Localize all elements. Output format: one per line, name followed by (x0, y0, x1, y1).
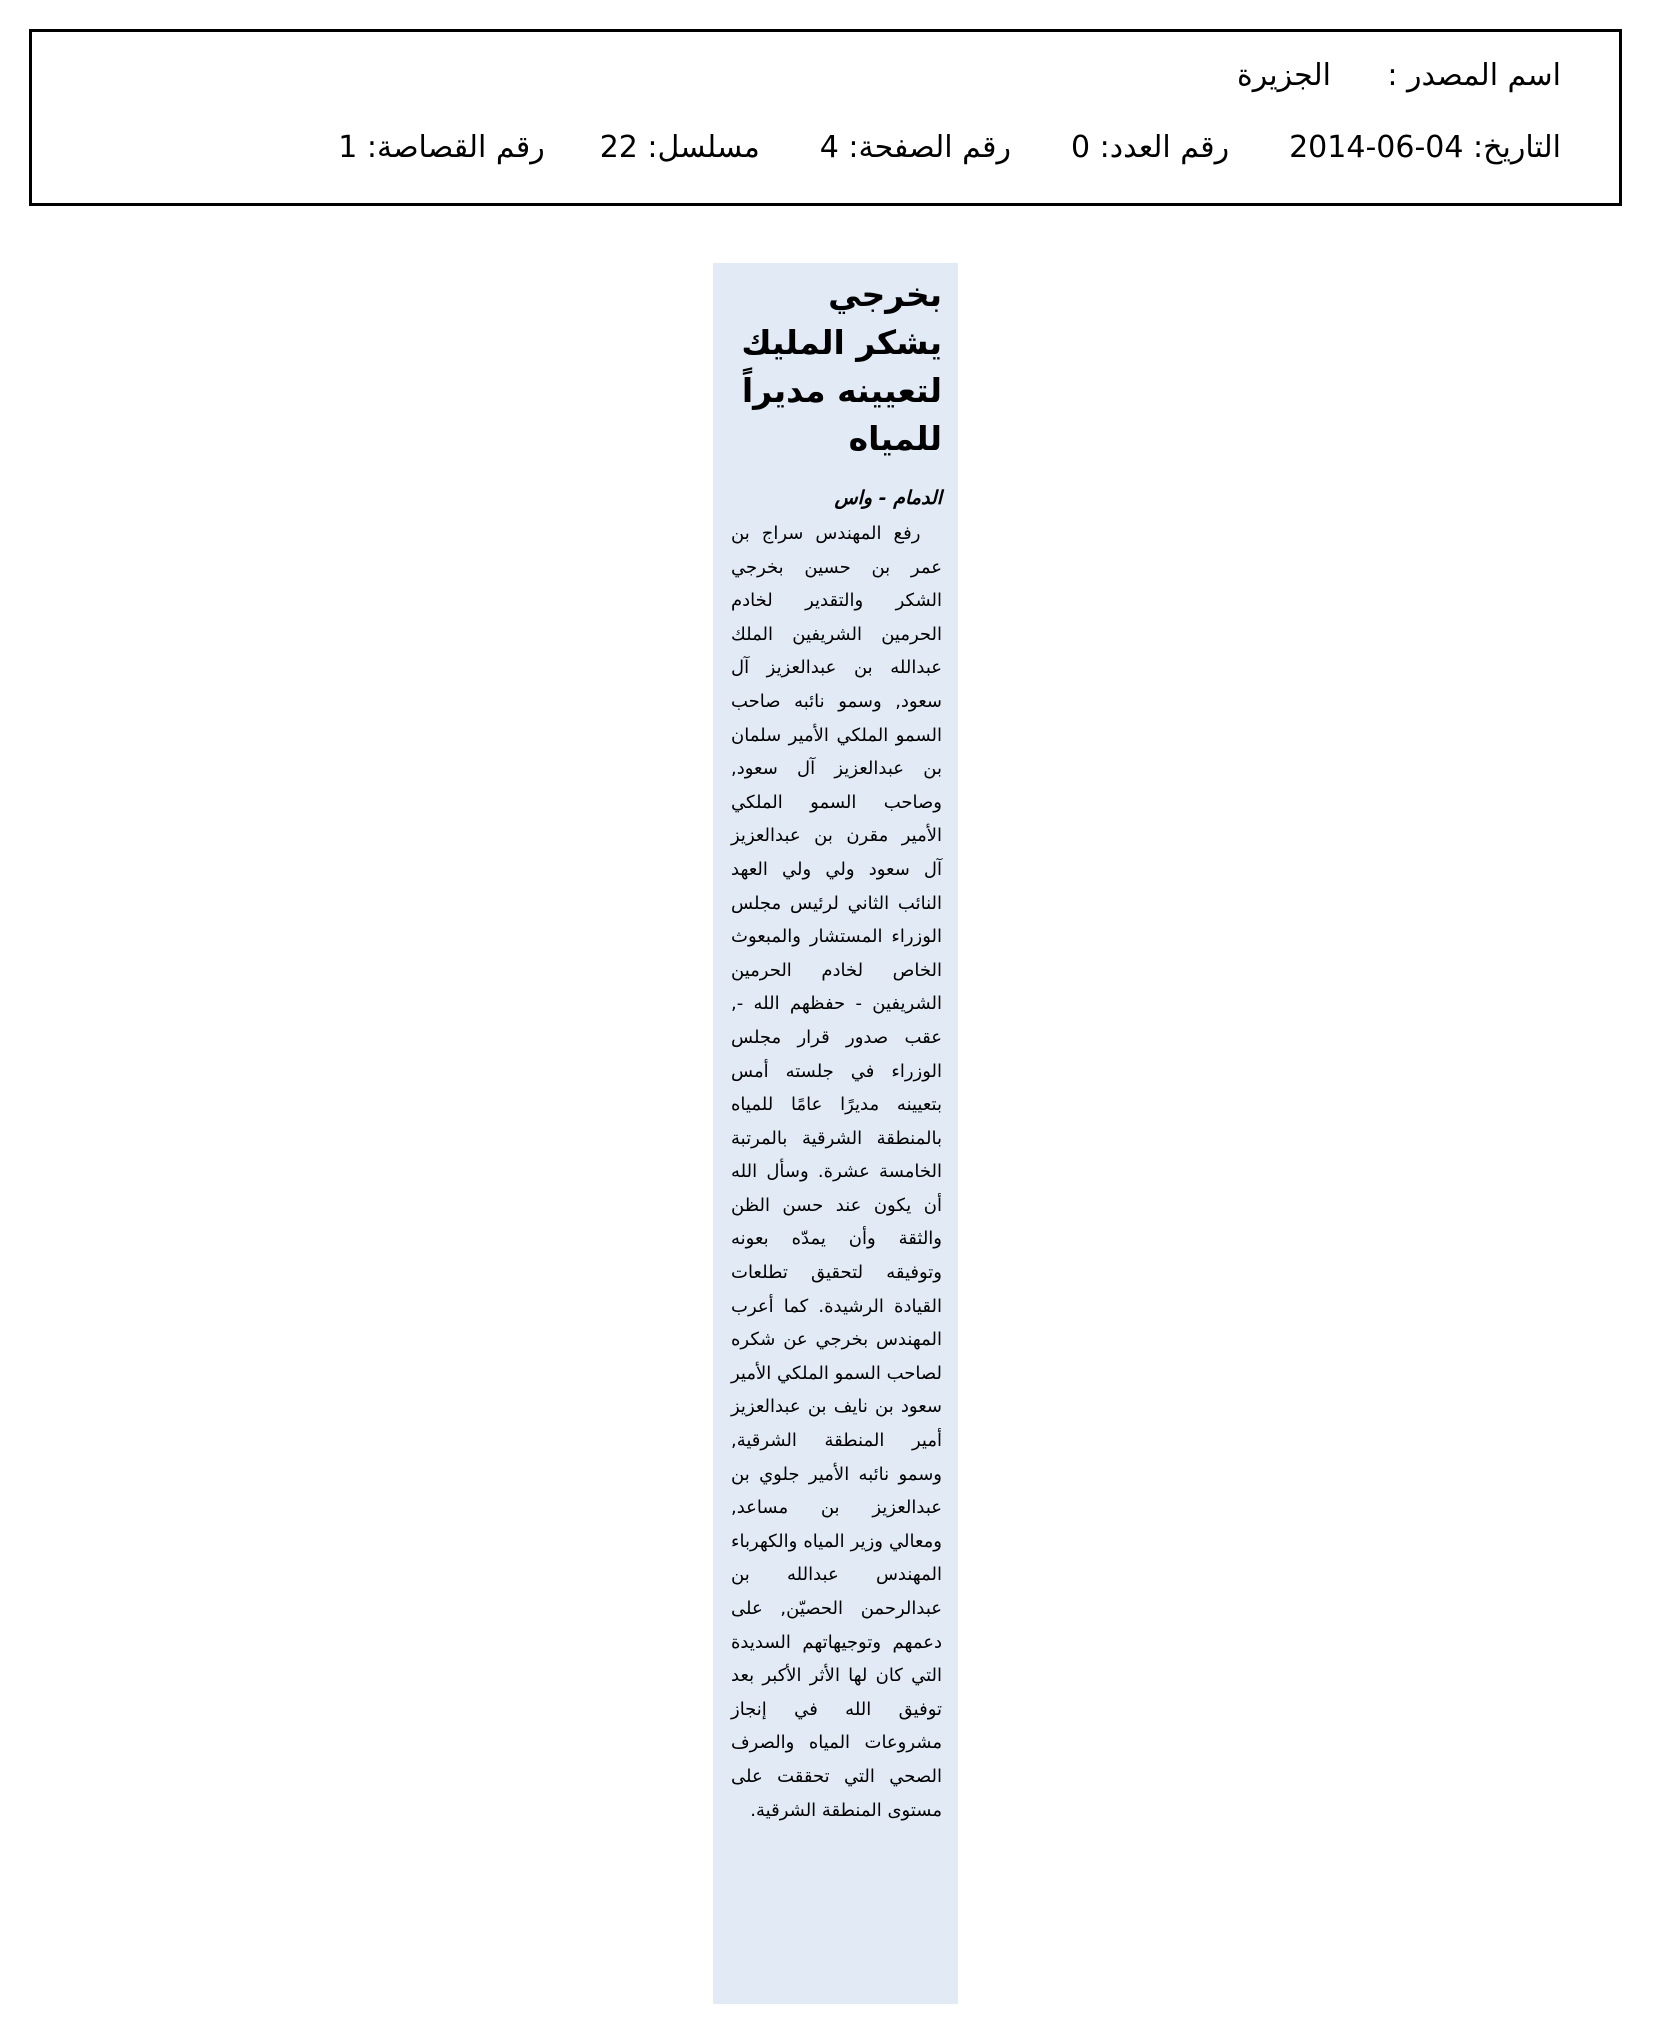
metadata-line (338, 128, 1561, 168)
news-clipping (713, 263, 958, 2004)
clip-number-field: رقم القصاصة: 1 (338, 130, 545, 165)
source-line (1237, 56, 1561, 96)
article-body: رفع المهندس سراج بن عمر بن حسين بخرجي الشكر والتقدير لخادم الحرمين الشريفين الملك عبدالله بن عبدالعزيز آل سعود, وسمو نائبه صاحب السمو الملكي الأمير سلمان بن عبدالعزيز آل سعود, وصاحب السمو الملكي الأمير مقرن بن عبدالعزيز آل سعود ولي ولي العهد النائب الثاني لرئيس مجلس الوزراء المستشار والمبعوث الخاص لخادم الحرمين الشريفين - حفظهم الله -, عقب صدور قرار مجلس الوزراء في جلسته أمس بتعيينه مديرًا عامًا للمياه بالمنطقة الشرقية بالمرتبة الخامسة عشرة. وسأل الله أن يكون عند حسن الظن والثقة وأن يمدّه بعونه وتوفيقه لتحقيق تطلعات القيادة الرشيدة. كما أعرب المهندس بخرجي عن شكره لصاحب السمو الملكي الأمير سعود بن نايف بن عبدالعزيز أمير المنطقة الشرقية, وسمو نائبه الأمير جلوي بن عبدالعزيز بن مساعد, ومعالي وزير المياه والكهرباء المهندس عبدالله بن عبدالرحمن الحصيّن, على دعمهم وتوجيهاتهم السديدة التي كان لها الأثر الأكبر بعد توفيق الله في إنجاز مشروعات المياه والصرف الصحي التي تحققت على مستوى المنطقة الشرقية. (731, 523, 942, 1821)
date-field: التاريخ: 04-06-2014 (1289, 130, 1561, 165)
page-number-field: رقم الصفحة: 4 (819, 130, 1011, 165)
serial-field: مسلسل: 22 (599, 130, 760, 165)
source-value: الجزيرة (1236, 58, 1331, 93)
clipping-header (29, 29, 1622, 206)
issue-number-field: رقم العدد: 0 (1070, 130, 1230, 165)
source-label: اسم المصدر : (1387, 58, 1561, 93)
article-dateline: الدمام - واس (834, 487, 942, 509)
article-headline: بخرجي يشكر المليك لتعيينه مديراً للمياه (741, 275, 942, 458)
